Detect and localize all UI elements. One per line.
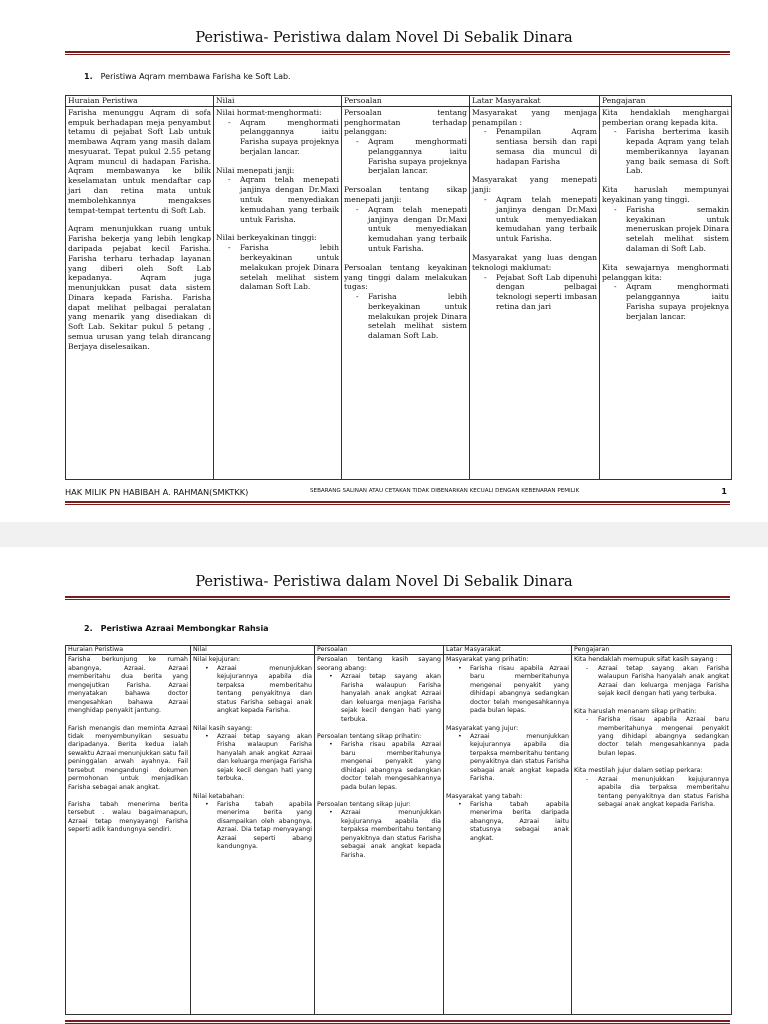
list-item: - Aqram telah menepati janjinya dengan Dr.Maxi untuk menyediakan kemudahan yang terbaik untuk Farisha. (240, 175, 339, 224)
item-label: Masyarakat yang luas dengan teknologi maklumat: (472, 252, 597, 272)
cell-huraian (66, 106, 214, 479)
item-label: Nilai kasih sayang: (193, 724, 253, 732)
cell-persoalan (315, 655, 444, 1015)
header-huraian: Huraian Peristiwa (66, 96, 214, 107)
list-item: • Farisha risau apabila Azraai baru memberitahunya mengenai penyakit yang dihidapi abangnya sedangkan doctor telah mengesahkannya pada bulan lepas. (341, 741, 441, 792)
list-item: - Aqram telah menepati janjinya dengan Dr.Maxi untuk menyediakan kemudahan yang terbaik untuk Farisha. (496, 195, 597, 244)
item-label: Kita haruslah mempunyai keyakinan yang tinggi. (602, 185, 729, 205)
item-label: Nilai hormat-menghormati: (216, 107, 322, 117)
list-item: - Penampilan Aqram sentiasa bersih dan rapi semasa dia muncul di hadapan Farisha (496, 127, 597, 166)
item-label: Persoalan tentang kasih sayang seorang abang: (317, 656, 441, 672)
header-huraian: Huraian Peristiwa (66, 646, 191, 655)
list-item: • Azraai tetap sayang akan Farisha walaupun Farisha hanyalah anak angkat Azraai dan keluarga menjaga Farisha sejak kecil dengan hati yang terbuka. (341, 673, 441, 724)
page-number: 1 (721, 487, 727, 496)
list-item: - Aqram menghormati pelanggannya iaitu Farisha supaya projeknya berjalan lancar. (626, 282, 729, 321)
item-label: Kita sewajarnya menghormati pelanggan kita: (602, 262, 729, 282)
item-label: Kita hendaklah menghargai pemberian orang kepada kita. (602, 107, 729, 127)
item-label: Masyarakat yang menjaga penampilan : (472, 107, 597, 127)
cell-latar (470, 106, 600, 479)
header-latar: Latar Masyarakat (470, 96, 600, 107)
table-row (66, 106, 732, 479)
event-table-2 (65, 645, 732, 1015)
item-label: Masyarakat yang prihatin: (446, 656, 529, 664)
paragraph: Farish menangis dan meminta Azraai tidak menyembunyikan sesuatu daripadanya. Berita kedua ialah sewaktu Azraai menunjukkan satu fail peninggalan arwah ayahnya. Fail tersebut mengandungi dokumen permohonan untuk menjadikan Farisha sebagai anak angkat. (68, 724, 188, 791)
item-label: Persoalan tentang sikap jujur: (317, 801, 411, 808)
list-item: - Pejabat Soft Lab dipenuhi dengan pelbagai teknologi seperti imbasan retina dan jari (496, 273, 597, 312)
page-title: Peristiwa- Peristiwa dalam Novel Di Sebalik Dinara (195, 30, 573, 46)
list-item: • Azraai menunjukkan kejujurannya apabila dia terpaksa memberitahu tentang penyakitnya dan status Farisha sebagai anak angkat kepada Farisha. (470, 733, 569, 784)
cell-nilai (214, 106, 342, 479)
section-number: 1. (84, 72, 93, 81)
item-label: Kita hendaklah memupuk sifat kasih sayang : (574, 656, 718, 664)
item-label: Nilai berkeyakinan tinggi: (216, 233, 317, 243)
section-heading (84, 624, 269, 633)
item-label: Nilai ketabahan: (193, 792, 245, 800)
list-item: - Azraai tetap sayang akan Farisha walaupun Farisha hanyalah anak angkat Azraai dan keluarga menjaga Farisha sejak kecil dengan hati yang terbuka. (598, 665, 729, 699)
paragraph: Farisha berkunjung ke rumah abangnya, Azraai. Azraai memberitahu dua berita yang mengejutkan Farisha. Azraai menyatakan bahawa doctor mengesahkan bahawa Azraai menghidap penyakit jantung. (68, 656, 188, 715)
list-item: - Azraai menunjukkan kejujurannya apabila dia terpaksa memberitahu tentang penyakitnya dan status Farisha sebagai anak angkat kepada Farisha. (598, 776, 729, 810)
list-item: - Farisha semakin keyakinan untuk meneruskan projek Dinara setelah melihat sistem dalaman di Soft Lab. (626, 205, 729, 254)
cell-latar (444, 655, 572, 1015)
list-item: • Farisha risau apabila Azraai baru memberitahunya mengenai penyakit yang dihidapi abangnya sedangkan doctor telah mengesahkannya pada bulan lepas. (470, 665, 569, 716)
event-table (65, 95, 732, 480)
list-item: • Farisha tabah apabila menerima berita daripada abangnya, Azraai iaitu statusnya sebagai anak angkat. (470, 801, 569, 843)
list-item: • Azraai menunjukkan kejujurannya apabila dia terpaksa memberitahu tentang penyakitnya dan status Farisha sebagai anak angkat kepada Farisha. (217, 665, 312, 716)
table-row (66, 655, 732, 1015)
item-label: Persoalan tentang keyakinan yang tinggi dalam melakukan tugas: (344, 262, 467, 292)
list-item: - Farisha berterima kasih kepada Aqram yang telah memberikannya layanan yang baik semasa di Soft Lab. (626, 127, 729, 176)
item-label: Persoalan tentang sikap prihatin: (317, 732, 422, 740)
cell-pengajaran (572, 655, 732, 1015)
item-label: Nilai menepati janji: (216, 165, 295, 175)
list-item: - Farisha lebih berkeyakinan untuk melakukan projek Dinara setelah melihat sistem dalaman Soft Lab. (368, 292, 467, 341)
cell-nilai (191, 655, 315, 1015)
paragraph: Farisha menunggu Aqram di sofa empuk berhadapan meja penyambut tetamu di pejabat Soft Lab untuk membawa Aqram yang masih dalam mesyuarat. Tepat pukul 2.55 petang Aqram muncul di hadapan Farisha. Aqram membawanya ke bilik keselamatan untuk mendaftar cap jari dan retina mata untuk membolehkannya mengakses tempat-tempat tertentu di Soft Lab. (68, 107, 211, 215)
header-latar: Latar Masyarakat (444, 646, 572, 655)
header-pengajaran: Pengajaran (572, 646, 732, 655)
section-heading (84, 72, 291, 81)
header-nilai: Nilai (214, 96, 342, 107)
section-title: Peristiwa Aqram membawa Farisha ke Soft Lab. (100, 72, 291, 81)
footer-owner: HAK MILIK PN HABIBAH A. RAHMAN(SMKTKK) (65, 487, 249, 497)
header-nilai: Nilai (191, 646, 315, 655)
item-label: Masyarakat yang tabah: (446, 792, 523, 800)
list-item: • Azraai menunjukkan kejujurannya apabila dia terpaksa memberitahu tentang penyakitnya dan status Farisha sebagai anak angkat kepada Farisha. (341, 809, 441, 860)
table-header-row (66, 96, 732, 107)
cell-huraian (66, 655, 191, 1015)
page-footer (65, 487, 731, 499)
list-item: • Farisha tabah apabila menerima berita yang disampaikan oleh abangnya, Azraai. Dia tetap menyayangi Azraai seperti abang kandungnya. (217, 801, 312, 852)
item-label: Masyarakat yang menepati janji: (472, 175, 597, 195)
footer-rule (65, 501, 730, 505)
item-label: Kita mestilah jujur dalam setiap perkara: (574, 767, 703, 775)
title-rule (65, 596, 730, 600)
item-label: Persoalan tentang penghormatan terhadap pelanggan: (344, 107, 467, 137)
page-title: Peristiwa- Peristiwa dalam Novel Di Sebalik Dinara (195, 574, 573, 590)
item-label: Persoalan tentang sikap menepati janji: (344, 185, 467, 205)
header-pengajaran: Pengajaran (600, 96, 732, 107)
cell-pengajaran (600, 106, 732, 479)
section-title: Peristiwa Azraai Membongkar Rahsia (100, 624, 269, 633)
list-item: - Aqram menghormati pelanggannya iaitu Farisha supaya projeknya berjalan lancar. (368, 137, 467, 176)
item-label: Nilai kejujuran: (193, 656, 241, 664)
cell-persoalan (342, 106, 470, 479)
bottom-rule (65, 1020, 730, 1024)
section-number: 2. (84, 624, 93, 633)
header-persoalan: Persoalan (315, 646, 444, 655)
item-label: Kita haruslah menanam sikap prihatin: (574, 707, 697, 715)
footer-notice: SEBARANG SALINAN ATAU CETAKAN TIDAK DIBENARKAN KECUALI DENGAN KEBENARAN PEMILIK (310, 488, 580, 494)
paragraph: Farisha tabah menerima berita tersebut . walau bagaimanapun, Azraai tetap menyayangi Farisha seperti adik kandungnya sendiri. (68, 801, 188, 834)
title-rule (65, 51, 730, 55)
paragraph: Aqram menunjukkan ruang untuk Farisha bekerja yang lebih lengkap daripada pejabat kecil Farisha. Farisha terharu terhadap layanan yang diberi oleh Soft Lab kepadanya. Aqram juga menunjukkan pusat data sistem Dinara kepada Farisha. Farisha dapat melihat pelbagai peralatan yang menarik yang disediakan di Soft Lab. Sekitar pukul 5 petang , semua urusan yang telah dirancang Berjaya diselesaikan. (68, 224, 211, 351)
table-header-row (66, 646, 732, 655)
list-item: - Farisha risau apabila Azraai baru memberitahunya mengenai penyakit yang dihidapi abangnya sedangkan doctor telah mengesahkannya pada bulan lepas. (598, 716, 729, 758)
list-item: - Aqram menghormati pelanggannya iaitu Farisha supaya projeknya berjalan lancar. (240, 118, 339, 157)
list-item: • Azraai tetap sayang akan Frisha walaupun Farisha hanyalah anak angkat Azraai dan keluarga menjaga Farisha sejak kecil dengan hati yang terbuka. (217, 733, 312, 784)
item-label: Masyarakat yang jujur: (446, 724, 519, 732)
list-item: - Farisha lebih berkeyakinan untuk melakukan projek Dinara setelah melihat sistem dalaman Soft Lab. (240, 243, 339, 292)
list-item: - Aqram telah menepati janjinya dengan Dr.Maxi untuk menyediakan kemudahan yang terbaik untuk Farisha. (368, 205, 467, 254)
page-gap (0, 522, 768, 547)
header-persoalan: Persoalan (342, 96, 470, 107)
